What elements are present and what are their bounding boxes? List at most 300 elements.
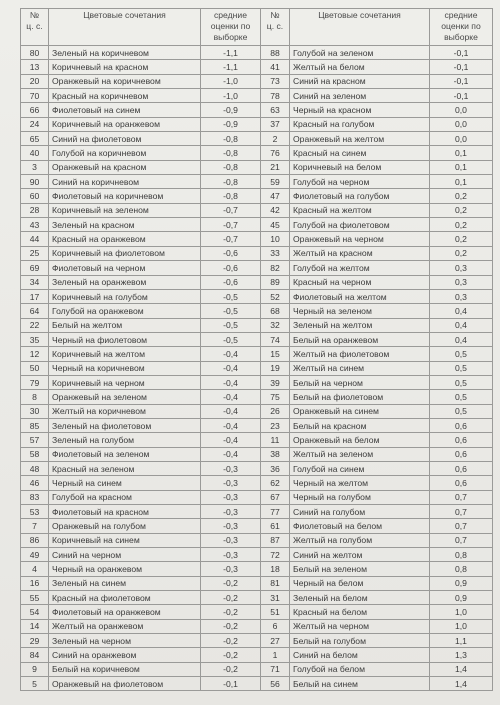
header-avg-right: средние оценки по выборке: [430, 9, 493, 46]
cell-num-left: 30: [21, 404, 49, 418]
cell-num-left: 50: [21, 361, 49, 375]
cell-combo-right: Синий на красном: [290, 74, 430, 88]
cell-avg-right: 0,5: [430, 347, 493, 361]
cell-combo-right: Фиолетовый на белом: [290, 519, 430, 533]
cell-combo-right: Зеленый на желтом: [290, 318, 430, 332]
cell-combo-right: Зеленый на белом: [290, 591, 430, 605]
cell-num-left: 49: [21, 548, 49, 562]
cell-num-right: 81: [261, 576, 290, 590]
cell-combo-right: Белый на красном: [290, 418, 430, 432]
cell-avg-left: -0,7: [201, 232, 261, 246]
cell-num-right: 82: [261, 261, 290, 275]
cell-combo-left: Голубой на красном: [49, 490, 201, 504]
cell-avg-right: 0,1: [430, 146, 493, 160]
cell-num-right: 37: [261, 117, 290, 131]
cell-combo-right: Белый на черном: [290, 375, 430, 389]
cell-combo-left: Желтый на оранжевом: [49, 619, 201, 633]
cell-avg-left: -1,0: [201, 89, 261, 103]
cell-combo-left: Коричневый на зеленом: [49, 203, 201, 217]
cell-avg-left: -1,1: [201, 60, 261, 74]
cell-avg-left: -0,3: [201, 476, 261, 490]
cell-avg-left: -0,9: [201, 117, 261, 131]
table-row: [21, 605, 493, 619]
table-row: [21, 562, 493, 576]
cell-combo-left: Коричневый на фиолетовом: [49, 246, 201, 260]
cell-avg-right: 0,8: [430, 562, 493, 576]
cell-num-right: 2: [261, 132, 290, 146]
cell-combo-right: Фиолетовый на голубом: [290, 189, 430, 203]
cell-combo-right: Белый на фиолетовом: [290, 390, 430, 404]
cell-combo-right: Синий на желтом: [290, 548, 430, 562]
table-body: [21, 46, 493, 691]
cell-combo-right: Коричневый на белом: [290, 160, 430, 174]
cell-combo-left: Коричневый на красном: [49, 60, 201, 74]
cell-avg-left: -0,3: [201, 505, 261, 519]
cell-combo-left: Коричневый на оранжевом: [49, 117, 201, 131]
cell-combo-left: Красный на оранжевом: [49, 232, 201, 246]
cell-num-left: 5: [21, 677, 49, 691]
table-row: [21, 433, 493, 447]
cell-combo-left: Оранжевый на фиолетовом: [49, 677, 201, 691]
cell-num-right: 75: [261, 390, 290, 404]
cell-num-right: 67: [261, 490, 290, 504]
cell-num-right: 21: [261, 160, 290, 174]
header-num-right: № ц. с.: [261, 9, 290, 46]
cell-combo-right: Оранжевый на желтом: [290, 132, 430, 146]
cell-num-left: 7: [21, 519, 49, 533]
table-row: [21, 548, 493, 562]
cell-num-left: 66: [21, 103, 49, 117]
cell-combo-left: Красный на коричневом: [49, 89, 201, 103]
cell-combo-right: Красный на синем: [290, 146, 430, 160]
cell-num-left: 35: [21, 332, 49, 346]
cell-avg-left: -0,2: [201, 619, 261, 633]
cell-combo-left: Фиолетовый на красном: [49, 505, 201, 519]
cell-avg-right: 1,0: [430, 605, 493, 619]
cell-avg-left: -0,4: [201, 375, 261, 389]
cell-combo-right: Голубой на белом: [290, 662, 430, 676]
cell-num-left: 57: [21, 433, 49, 447]
cell-combo-left: Синий на фиолетовом: [49, 132, 201, 146]
cell-num-left: 69: [21, 261, 49, 275]
cell-combo-left: Черный на оранжевом: [49, 562, 201, 576]
cell-combo-left: Зеленый на коричневом: [49, 46, 201, 60]
table-row: [21, 117, 493, 131]
table-row: [21, 576, 493, 590]
cell-avg-left: -0,3: [201, 533, 261, 547]
cell-combo-left: Синий на черном: [49, 548, 201, 562]
table-row: [21, 476, 493, 490]
cell-num-right: 18: [261, 562, 290, 576]
cell-combo-left: Зеленый на синем: [49, 576, 201, 590]
cell-combo-left: Оранжевый на голубом: [49, 519, 201, 533]
cell-num-right: 32: [261, 318, 290, 332]
cell-num-left: 55: [21, 591, 49, 605]
cell-avg-right: 0,2: [430, 232, 493, 246]
cell-num-left: 34: [21, 275, 49, 289]
cell-avg-left: -0,4: [201, 433, 261, 447]
cell-combo-right: Белый на синем: [290, 677, 430, 691]
cell-num-left: 22: [21, 318, 49, 332]
cell-num-right: 52: [261, 289, 290, 303]
cell-avg-left: -1,1: [201, 46, 261, 60]
cell-num-left: 28: [21, 203, 49, 217]
cell-num-right: 41: [261, 60, 290, 74]
cell-combo-right: Желтый на зеленом: [290, 447, 430, 461]
cell-avg-left: -0,7: [201, 203, 261, 217]
cell-num-right: 11: [261, 433, 290, 447]
cell-num-left: 90: [21, 175, 49, 189]
cell-avg-right: 0,0: [430, 103, 493, 117]
cell-num-left: 54: [21, 605, 49, 619]
cell-num-right: 89: [261, 275, 290, 289]
cell-combo-left: Зеленый на фиолетовом: [49, 418, 201, 432]
cell-num-right: 61: [261, 519, 290, 533]
cell-avg-left: -0,8: [201, 146, 261, 160]
cell-combo-left: Красный на фиолетовом: [49, 591, 201, 605]
cell-num-right: 42: [261, 203, 290, 217]
cell-num-left: 20: [21, 74, 49, 88]
cell-combo-right: Желтый на синем: [290, 361, 430, 375]
cell-combo-right: Оранжевый на черном: [290, 232, 430, 246]
cell-combo-right: Черный на красном: [290, 103, 430, 117]
cell-num-right: 77: [261, 505, 290, 519]
cell-avg-left: -0,4: [201, 447, 261, 461]
table-row: [21, 46, 493, 60]
cell-combo-right: Красный на черном: [290, 275, 430, 289]
table-row: [21, 261, 493, 275]
cell-avg-right: 0,1: [430, 175, 493, 189]
cell-avg-right: -0,1: [430, 89, 493, 103]
cell-avg-right: 1,4: [430, 677, 493, 691]
table-row: [21, 132, 493, 146]
cell-combo-left: Зеленый на черном: [49, 634, 201, 648]
cell-avg-left: -0,2: [201, 634, 261, 648]
cell-num-right: 39: [261, 375, 290, 389]
cell-num-left: 86: [21, 533, 49, 547]
cell-avg-left: -0,1: [201, 677, 261, 691]
cell-combo-right: Голубой на зеленом: [290, 46, 430, 60]
table-row: [21, 461, 493, 475]
cell-num-left: 24: [21, 117, 49, 131]
cell-combo-right: Красный на желтом: [290, 203, 430, 217]
cell-combo-left: Оранжевый на коричневом: [49, 74, 201, 88]
cell-combo-right: Черный на желтом: [290, 476, 430, 490]
table-row: [21, 375, 493, 389]
cell-avg-left: -0,8: [201, 132, 261, 146]
cell-avg-right: 0,8: [430, 548, 493, 562]
table-row: [21, 533, 493, 547]
cell-avg-right: 0,7: [430, 519, 493, 533]
cell-avg-right: 0,6: [430, 433, 493, 447]
cell-num-left: 8: [21, 390, 49, 404]
cell-avg-left: -0,6: [201, 246, 261, 260]
table-row: [21, 74, 493, 88]
table-row: [21, 203, 493, 217]
cell-avg-right: 0,4: [430, 332, 493, 346]
table-row: [21, 160, 493, 174]
cell-avg-right: -0,1: [430, 60, 493, 74]
cell-num-left: 16: [21, 576, 49, 590]
cell-num-left: 40: [21, 146, 49, 160]
cell-avg-left: -0,5: [201, 289, 261, 303]
cell-avg-left: -0,6: [201, 275, 261, 289]
cell-avg-right: 0,0: [430, 132, 493, 146]
cell-avg-left: -0,4: [201, 404, 261, 418]
cell-num-left: 29: [21, 634, 49, 648]
cell-num-right: 23: [261, 418, 290, 432]
cell-avg-right: 0,5: [430, 375, 493, 389]
cell-num-right: 71: [261, 662, 290, 676]
cell-num-right: 36: [261, 461, 290, 475]
cell-avg-right: 0,0: [430, 117, 493, 131]
table-row: [21, 218, 493, 232]
cell-combo-left: Фиолетовый на зеленом: [49, 447, 201, 461]
cell-combo-left: Желтый на коричневом: [49, 404, 201, 418]
cell-avg-left: -0,2: [201, 662, 261, 676]
cell-combo-right: Фиолетовый на желтом: [290, 289, 430, 303]
table-row: [21, 146, 493, 160]
table-row: [21, 189, 493, 203]
cell-avg-left: -0,3: [201, 548, 261, 562]
cell-avg-left: -0,5: [201, 318, 261, 332]
cell-combo-right: Голубой на фиолетовом: [290, 218, 430, 232]
cell-combo-right: Черный на голубом: [290, 490, 430, 504]
cell-combo-left: Голубой на коричневом: [49, 146, 201, 160]
cell-avg-left: -0,5: [201, 332, 261, 346]
cell-avg-right: 0,4: [430, 304, 493, 318]
cell-combo-left: Зеленый на красном: [49, 218, 201, 232]
cell-combo-left: Черный на синем: [49, 476, 201, 490]
header-avg-left: средние оценки по выборке: [201, 9, 261, 46]
cell-combo-right: Красный на голубом: [290, 117, 430, 131]
table-row: [21, 332, 493, 346]
cell-num-right: 68: [261, 304, 290, 318]
cell-avg-right: 0,2: [430, 218, 493, 232]
cell-num-left: 85: [21, 418, 49, 432]
cell-avg-left: -0,7: [201, 218, 261, 232]
cell-combo-left: Красный на зеленом: [49, 461, 201, 475]
cell-avg-left: -1,0: [201, 74, 261, 88]
cell-num-right: 74: [261, 332, 290, 346]
color-combinations-table: [20, 8, 493, 691]
cell-avg-right: 0,9: [430, 576, 493, 590]
cell-avg-right: 0,4: [430, 318, 493, 332]
cell-num-left: 12: [21, 347, 49, 361]
cell-combo-right: Голубой на синем: [290, 461, 430, 475]
cell-avg-right: 0,2: [430, 246, 493, 260]
cell-num-right: 88: [261, 46, 290, 60]
table-row: [21, 490, 493, 504]
cell-num-left: 70: [21, 89, 49, 103]
cell-avg-left: -0,9: [201, 103, 261, 117]
cell-combo-right: Красный на белом: [290, 605, 430, 619]
cell-avg-right: 0,2: [430, 203, 493, 217]
cell-num-right: 47: [261, 189, 290, 203]
cell-combo-right: Желтый на черном: [290, 619, 430, 633]
cell-avg-left: -0,8: [201, 160, 261, 174]
cell-combo-right: Синий на белом: [290, 648, 430, 662]
cell-num-left: 44: [21, 232, 49, 246]
cell-num-right: 72: [261, 548, 290, 562]
cell-num-left: 80: [21, 46, 49, 60]
cell-num-right: 45: [261, 218, 290, 232]
table-row: [21, 404, 493, 418]
table-row: [21, 103, 493, 117]
cell-combo-right: Желтый на белом: [290, 60, 430, 74]
cell-num-right: 26: [261, 404, 290, 418]
cell-num-left: 65: [21, 132, 49, 146]
table-row: [21, 289, 493, 303]
cell-avg-left: -0,3: [201, 461, 261, 475]
cell-num-right: 19: [261, 361, 290, 375]
table-row: [21, 246, 493, 260]
cell-avg-right: 0,5: [430, 404, 493, 418]
cell-combo-left: Фиолетовый на оранжевом: [49, 605, 201, 619]
cell-avg-right: 0,7: [430, 533, 493, 547]
cell-combo-left: Зеленый на оранжевом: [49, 275, 201, 289]
table-row: [21, 60, 493, 74]
cell-combo-right: Желтый на голубом: [290, 533, 430, 547]
cell-num-left: 43: [21, 218, 49, 232]
cell-combo-right: Белый на голубом: [290, 634, 430, 648]
cell-avg-left: -0,2: [201, 591, 261, 605]
cell-num-right: 31: [261, 591, 290, 605]
cell-num-right: 6: [261, 619, 290, 633]
cell-avg-right: 1,1: [430, 634, 493, 648]
cell-num-right: 62: [261, 476, 290, 490]
cell-combo-left: Черный на фиолетовом: [49, 332, 201, 346]
cell-combo-right: Голубой на желтом: [290, 261, 430, 275]
cell-num-left: 79: [21, 375, 49, 389]
cell-num-left: 14: [21, 619, 49, 633]
cell-combo-left: Коричневый на синем: [49, 533, 201, 547]
table-row: [21, 318, 493, 332]
cell-avg-right: -0,1: [430, 46, 493, 60]
cell-num-right: 1: [261, 648, 290, 662]
cell-combo-right: Оранжевый на белом: [290, 433, 430, 447]
table-row: [21, 232, 493, 246]
cell-num-left: 58: [21, 447, 49, 461]
cell-avg-left: -0,8: [201, 175, 261, 189]
header-num-left: № ц. с.: [21, 9, 49, 46]
cell-num-right: 51: [261, 605, 290, 619]
cell-num-right: 10: [261, 232, 290, 246]
cell-combo-right: Синий на зеленом: [290, 89, 430, 103]
cell-combo-right: Желтый на фиолетовом: [290, 347, 430, 361]
cell-avg-left: -0,2: [201, 605, 261, 619]
cell-combo-left: Синий на оранжевом: [49, 648, 201, 662]
table-row: [21, 275, 493, 289]
cell-avg-left: -0,4: [201, 418, 261, 432]
cell-combo-left: Белый на коричневом: [49, 662, 201, 676]
cell-combo-left: Синий на коричневом: [49, 175, 201, 189]
cell-avg-right: 0,7: [430, 505, 493, 519]
cell-avg-left: -0,4: [201, 347, 261, 361]
cell-avg-left: -0,3: [201, 562, 261, 576]
table-row: [21, 519, 493, 533]
cell-combo-left: Фиолетовый на коричневом: [49, 189, 201, 203]
cell-num-left: 4: [21, 562, 49, 576]
cell-combo-left: Коричневый на желтом: [49, 347, 201, 361]
table-row: [21, 505, 493, 519]
cell-combo-right: Белый на зеленом: [290, 562, 430, 576]
cell-num-left: 9: [21, 662, 49, 676]
cell-num-left: 84: [21, 648, 49, 662]
cell-avg-right: 0,3: [430, 289, 493, 303]
cell-num-left: 60: [21, 189, 49, 203]
cell-num-left: 17: [21, 289, 49, 303]
cell-avg-right: 0,2: [430, 189, 493, 203]
cell-num-right: 15: [261, 347, 290, 361]
table-row: [21, 619, 493, 633]
table-row: [21, 390, 493, 404]
table-row: [21, 347, 493, 361]
cell-avg-left: -0,8: [201, 189, 261, 203]
table-row: [21, 634, 493, 648]
cell-num-left: 48: [21, 461, 49, 475]
cell-combo-right: Голубой на черном: [290, 175, 430, 189]
cell-avg-right: 1,4: [430, 662, 493, 676]
cell-avg-right: 0,3: [430, 275, 493, 289]
table-row: [21, 418, 493, 432]
cell-combo-right: Оранжевый на синем: [290, 404, 430, 418]
cell-combo-left: Фиолетовый на черном: [49, 261, 201, 275]
cell-avg-left: -0,3: [201, 519, 261, 533]
cell-combo-left: Оранжевый на зеленом: [49, 390, 201, 404]
cell-num-left: 3: [21, 160, 49, 174]
cell-combo-left: Белый на желтом: [49, 318, 201, 332]
cell-num-right: 38: [261, 447, 290, 461]
cell-num-right: 87: [261, 533, 290, 547]
cell-num-right: 27: [261, 634, 290, 648]
cell-avg-left: -0,3: [201, 490, 261, 504]
cell-num-right: 63: [261, 103, 290, 117]
cell-avg-right: 0,6: [430, 418, 493, 432]
table-row: [21, 304, 493, 318]
cell-combo-left: Коричневый на черном: [49, 375, 201, 389]
table-row: [21, 175, 493, 189]
cell-avg-right: -0,1: [430, 74, 493, 88]
table-row: [21, 361, 493, 375]
header-combo-left: Цветовые сочетания: [49, 9, 201, 46]
cell-avg-right: 0,3: [430, 261, 493, 275]
cell-num-right: 56: [261, 677, 290, 691]
cell-num-right: 59: [261, 175, 290, 189]
cell-num-left: 25: [21, 246, 49, 260]
cell-combo-right: Черный на белом: [290, 576, 430, 590]
cell-combo-right: Черный на зеленом: [290, 304, 430, 318]
cell-combo-left: Зеленый на голубом: [49, 433, 201, 447]
cell-num-left: 53: [21, 505, 49, 519]
cell-num-left: 13: [21, 60, 49, 74]
table-row: [21, 591, 493, 605]
cell-avg-right: 0,9: [430, 591, 493, 605]
cell-avg-right: 0,5: [430, 361, 493, 375]
header-combo-right: Цветовые сочетания: [290, 9, 430, 46]
table-row: [21, 662, 493, 676]
cell-avg-right: 0,5: [430, 390, 493, 404]
cell-avg-right: 0,6: [430, 476, 493, 490]
cell-num-left: 64: [21, 304, 49, 318]
cell-combo-left: Коричневый на голубом: [49, 289, 201, 303]
cell-combo-right: Синий на голубом: [290, 505, 430, 519]
cell-combo-left: Оранжевый на красном: [49, 160, 201, 174]
cell-combo-left: Черный на коричневом: [49, 361, 201, 375]
cell-avg-right: 0,1: [430, 160, 493, 174]
cell-avg-right: 0,7: [430, 490, 493, 504]
table-row: [21, 648, 493, 662]
